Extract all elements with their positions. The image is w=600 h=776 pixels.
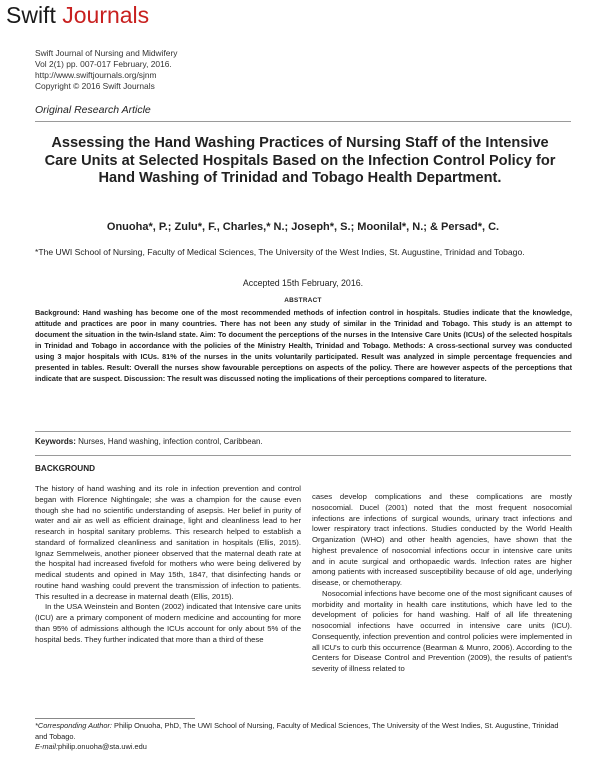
- body-paragraph: In the USA Weinstein and Bonten (2002) indicated that Intensive care units (ICU) are a primary component of modern medicine and accounting for more than 95% of admissions although the ICUs account for only about 5% of the hospital beds. They further indicated that more than a third of these: [35, 602, 301, 644]
- email-label: E-mail:: [35, 742, 58, 751]
- keywords: [35, 437, 263, 446]
- body-column-right: [312, 492, 572, 675]
- journal-url[interactable]: http://www.swiftjournals.org/sjnm: [35, 70, 157, 80]
- journal-name: Swift Journal of Nursing and Midwifery: [35, 48, 178, 58]
- article-title: Assessing the Hand Washing Practices of Nursing Staff of the Intensive Care Units at Selected Hospitals Based on the Infection Control Policy for Hand Washing of Trinidad and Tobago Health Department.: [44, 135, 556, 186]
- keywords-label: Keywords:: [35, 437, 76, 446]
- journal-copyright: Copyright © 2016 Swift Journals: [35, 81, 155, 91]
- body-column-left: [35, 484, 301, 645]
- journal-volume: Vol 2(1) pp. 007-017 February, 2016.: [35, 59, 172, 69]
- corresponding-text: Philip Onuoha, PhD, The UWI School of Nursing, Faculty of Medical Sciences, The University of the West Indies, St. Augustine, Trinidad and Tobago.: [35, 721, 559, 741]
- accepted-date: Accepted 15th February, 2016.: [242, 278, 364, 288]
- abstract-divider: [35, 431, 571, 432]
- journal-logo: [6, 3, 149, 27]
- corresponding-label: *Corresponding Author:: [35, 721, 112, 730]
- body-paragraph: cases develop complications and these complications are mostly nosocomial. Ducel (2001) noted that the most frequent nosocomial infections are infections of surgical wounds, urinary tract infections and lower respiratory tract infections. Studies conducted by the World Health Organization (WHO) and other health agencies, have shown that the highest prevalence of nosocomial infections occur in intensive care units and in acute surgical and orthopaedic wards. Infection rates are higher among patients with increased susceptibility because of old age, underlying disease, or chemotherapy.: [312, 492, 572, 587]
- corresponding-author-footnote: [35, 721, 572, 753]
- journal-meta: [35, 48, 177, 92]
- header-divider: [35, 121, 571, 122]
- keywords-divider: [35, 455, 571, 456]
- corresponding-author: [35, 721, 572, 742]
- author-affiliation: *The UWI School of Nursing, Faculty of Medical Sciences, The University of the West Indies, St. Augustine, Trinidad and Tobago.: [35, 247, 525, 257]
- abstract-text: Background: Hand washing has become one of the most recommended methods of infection control in hospitals. Studies indicate that the knowledge, attitude and practices are poor in many countries. There has not been any study of similar in the Trinidad and Tobago. This study is an attempt to document the situation in the twin-Island state. Aim: To document the perceptions of the nurses in the Intensive Care Units (ICUs) of the selected hospitals in Trinidad and Tobago in accordance with the policies of the Ministry Health, Trinidad and Tobago. Methods: A cross-sectional survey was conducted using 3 major hospitals with ICUs. 81% of the nurses in the units voluntarily participated. Result was analyzed in simple percentage frequencies and presented in tables. Result: Overall the nurses show favourable perceptions on aspects of the policy. There are however aspects of the perceptions that indicate that are suspect. Discussion: The result was discussed noting the implications of their perceptions compared to literature.: [35, 308, 572, 383]
- body-paragraph: The history of hand washing and its role in infection prevention and control began with Florence Nightingale; she was a champion for the cause even though she had no scientific understanding of asepsis. Her belief in purity of water and air as well as efficient drainage, light and cleanliness lead to her research in hospital sanitary problems. This research helped to establish a standard of formalized cleanliness and sanitation in hospitals (Ellis, 2015). Ignaz Semmelweis, another pioneer observed that the maternal death rate at the hospital had increased fivefold for mothers who were being delivered by medical students and opined in May 15th, 1847, that disinfecting hands or routine hand washing could prevent the transmission of infection to patients. This resulted in a decrease in maternal death (Ellis, 2015).: [35, 484, 301, 601]
- body-paragraph: Nosocomial infections have become one of the most significant causes of morbidity and mortality in health care institutions, which have led to the development of policies for hand washing. Half of all life threatening nosocomial infections have occurred in intensive care units (ICU). Consequently, infection prevention and control policies were implemented in all ICU's to curb this occurrence (Bearman & Munro, 2006). According to the Centers for Disease Control and Prevention (2009), the results of patient's severity of illness related to: [312, 588, 572, 673]
- abstract-heading: ABSTRACT: [284, 297, 322, 304]
- footnote-divider: [35, 718, 195, 719]
- keywords-list: Nurses, Hand washing, infection control, Caribbean.: [78, 437, 263, 446]
- article-type: Original Research Article: [35, 104, 151, 116]
- corresponding-email-line: [35, 742, 572, 753]
- email-address[interactable]: philip.onuoha@sta.uwi.edu: [58, 742, 147, 751]
- section-heading-background: BACKGROUND: [35, 464, 96, 473]
- logo-word-journals: Journals: [62, 2, 150, 28]
- logo-word-swift: Swift: [6, 2, 56, 28]
- author-list: Onuoha*, P.; Zulu*, F., Charles,* N.; Joseph*, S.; Moonilal*, N.; & Persad*, C.: [106, 221, 500, 233]
